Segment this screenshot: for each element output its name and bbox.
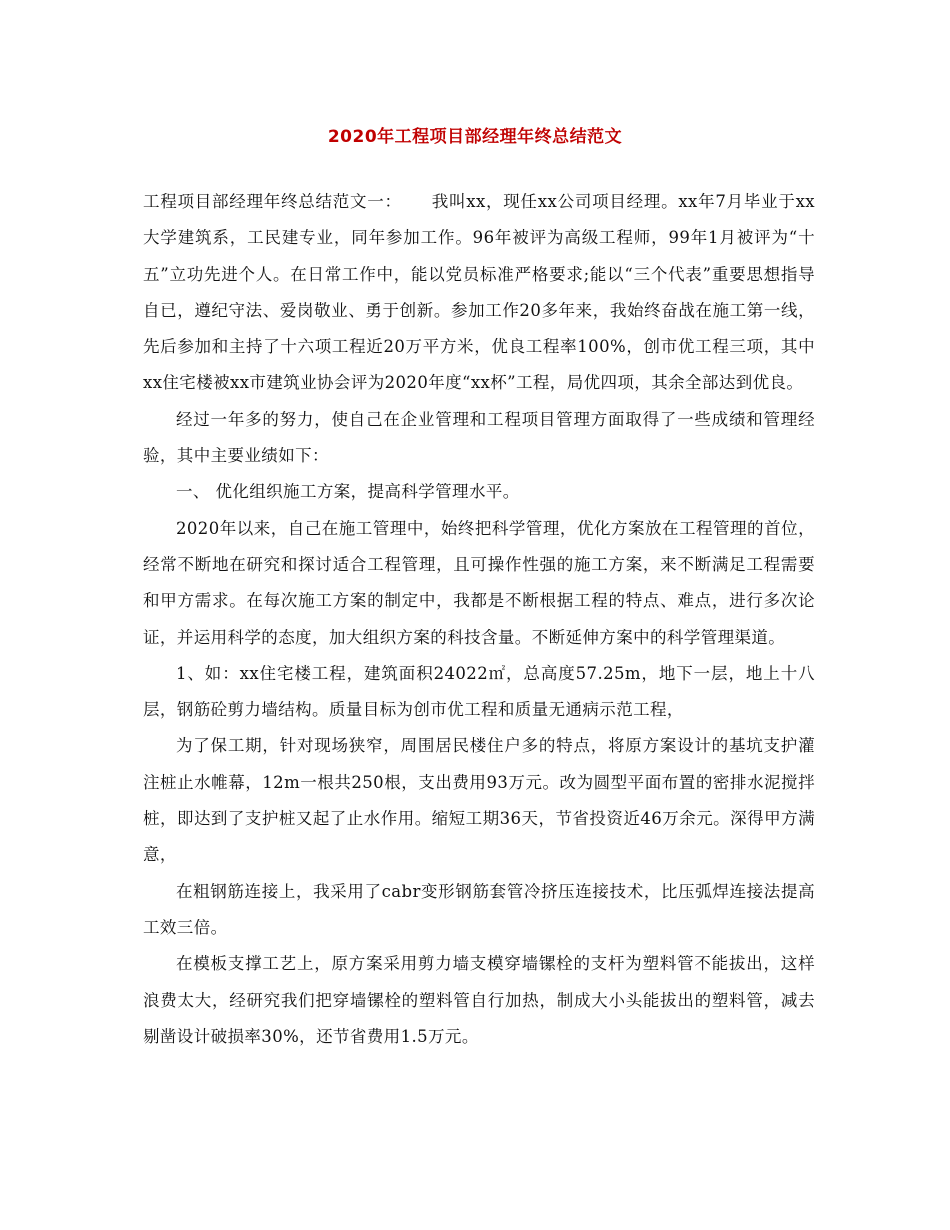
intro-text: 我叫xx，现任xx公司项目经理。xx年7月毕业于xx大学建筑系，工民建专业，同年参加工作。96年被评为高级工程师，99年1月被评为“十五”立功先进个人。在日常工作中，能以党员标准严格要求;能以“三个代表”重要思想指导自已，遵纪守法、爱岗敬业、勇于创新。参加工作20多年来，我始终奋战在施工第一线，先后参加和主持了十六项工程近20万平方米，优良工程率100%，创市优工程三项，其中xx住宅楼被xx市建筑业协会评为2020年度“xx杯”工程，局优四项，其余全部达到优良。 [143, 192, 816, 393]
paragraph-example: 1、如：xx住宅楼工程，建筑面积24022㎡，总高度57.25m，地下一层，地上十八层，钢筋砼剪力墙结构。质量目标为创市优工程和质量无通病示范工程， [143, 663, 815, 720]
paragraph-formwork: 在模板支撑工艺上，原方案采用剪力墙支模穿墙镙栓的支杆为塑料管不能拔出，这样浪费太大，经研究我们把穿墙镙栓的塑料管自行加热，制成大小头能拔出的塑料管，减去剔凿设计破损率30%，还节省费用1.5万元。 [143, 954, 815, 1046]
section-heading: 一、 优化组织施工方案，提高科学管理水平。 [176, 482, 520, 502]
intro-paragraph [143, 184, 815, 402]
paragraph-management: 2020年以来，自己在施工管理中，始终把科学管理，优化方案放在工程管理的首位，经常不断地在研究和探讨适合工程管理，且可操作性强的施工方案，来不断满足工程需要和甲方需求。在每次施工方案的制定中，我都是不断根据工程的特点、难点，进行多次论证，并运用科学的态度，加大组织方案的科技含量。不断延伸方案中的科学管理渠道。 [143, 518, 815, 647]
paragraph-schedule: 为了保工期，针对现场狭窄，周围居民楼住户多的特点，将原方案设计的基坑支护灌注桩止水帷幕，12m一根共250根，支出费用93万元。改为圆型平面布置的密排水泥搅拌桩，即达到了支护桩又起了止水作用。缩短工期36天，节省投资近46万余元。深得甲方满意， [143, 736, 815, 865]
intro-label: 工程项目部经理年终总结范文一： [143, 192, 402, 211]
document-body [143, 184, 815, 1055]
document-title: 2020年工程项目部经理年终总结范文 [327, 127, 623, 147]
paragraph-summary: 经过一年多的努力，使自己在企业管理和工程项目管理方面取得了一些成绩和管理经验，其中主要业绩如下： [143, 409, 815, 466]
paragraph-steel: 在粗钢筋连接上，我采用了cabr变形钢筋套管冷挤压连接技术，比压弧焊连接法提高工效三倍。 [143, 881, 815, 937]
